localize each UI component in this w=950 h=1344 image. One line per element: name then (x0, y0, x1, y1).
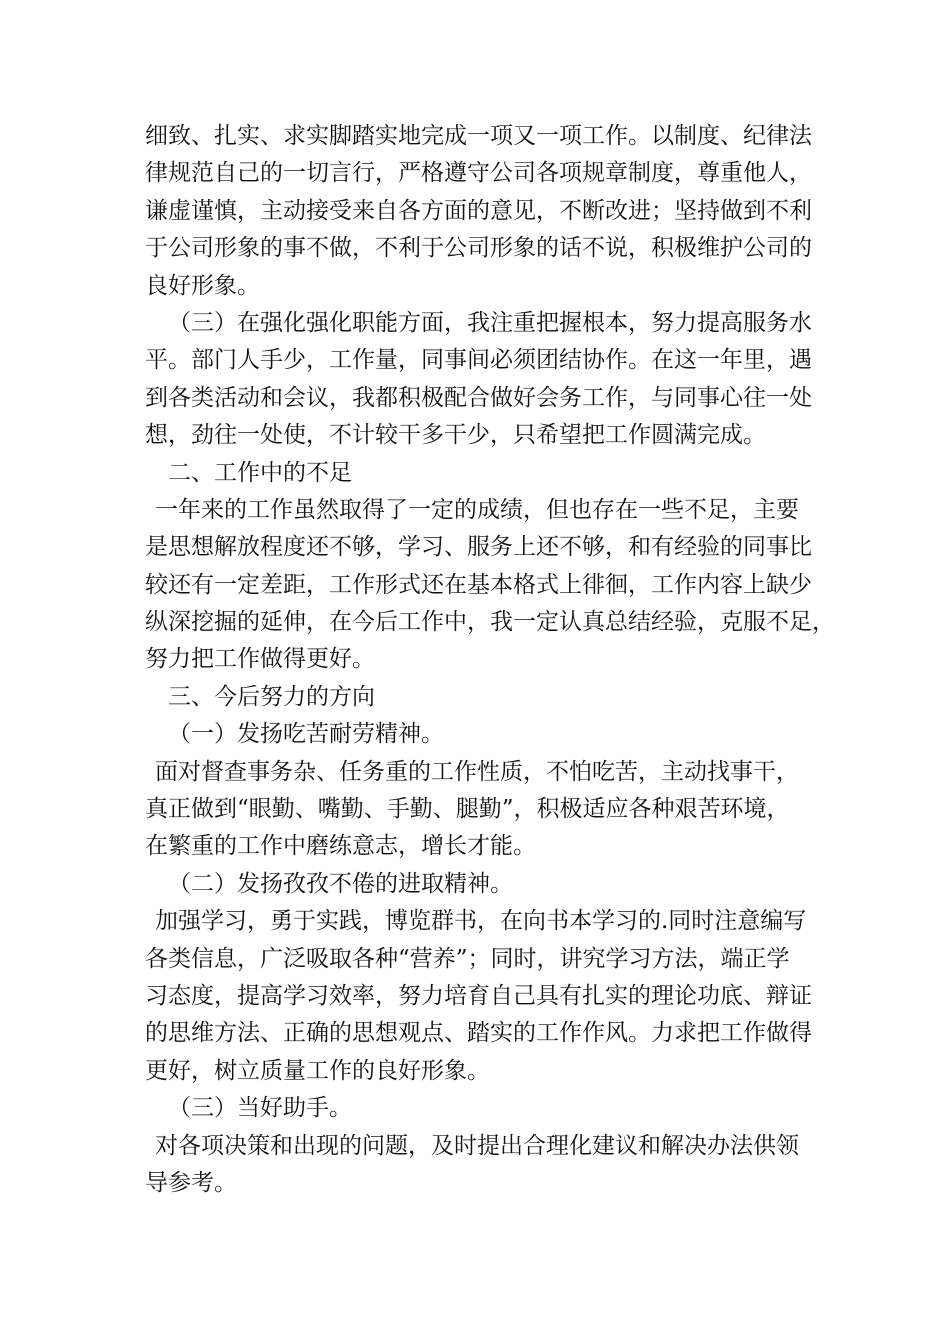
text-line: 努力把工作做得更好。 (145, 646, 375, 673)
section-heading-3: 三、今后努力的方向 (168, 683, 375, 710)
subheading-1: （一）发扬吃苦耐劳精神。 (168, 721, 444, 748)
text-line: 对各项决策和出现的问题，及时提出合理化建议和解决办法供领 (155, 1132, 799, 1159)
text-line: 纵深挖掘的延伸，在今后工作中，我一定认真总结经验，克服不足， (145, 609, 835, 636)
text-line: 一年来的工作虽然取得了一定的成绩，但也存在一些不足，主要 (155, 496, 799, 523)
section-heading-2: 二、工作中的不足 (168, 459, 352, 486)
text-line: 真正做到“眼勤、嘴勤、手勤、腿勤”，积极适应各种艰苦环境， (145, 796, 790, 823)
text-line: 面对督查事务杂、任务重的工作性质，不怕吃苦，主动找事干， (155, 758, 799, 785)
subheading-3: （三）当好助手。 (168, 1095, 352, 1122)
text-line: 于公司形象的事不做，不利于公司形象的话不说，积极维护公司的 (145, 235, 812, 262)
text-line: 习态度，提高学习效率，努力培育自己具有扎实的理论功底、辩证 (145, 982, 812, 1009)
document-body (145, 118, 835, 1202)
text-line: 导参考。 (145, 1169, 237, 1196)
text-line: 在繁重的工作中磨练意志，增长才能。 (145, 833, 536, 860)
text-line: 到各类活动和会议，我都积极配合做好会务工作，与同事心往一处 (145, 384, 812, 411)
text-line: 想，劲往一处使，不计较干多干少，只希望把工作圆满完成。 (145, 422, 766, 449)
text-line: 细致、扎实、求实脚踏实地完成一项又一项工作。以制度、纪律法 (145, 123, 812, 149)
text-line: 各类信息，广泛吸取各种“营养”；同时，讲究学习方法，端正学 (145, 945, 790, 972)
text-line: 更好，树立质量工作的良好形象。 (145, 1057, 490, 1084)
paragraph-heading-3: （三）在强化强化职能方面，我注重把握根本，努力提高服务水 (168, 309, 812, 336)
text-line: 律规范自己的一切言行，严格遵守公司各项规章制度，尊重他人， (145, 160, 812, 187)
text-line: 的思维方法、正确的思想观点、踏实的工作作风。力求把工作做得 (145, 1020, 812, 1047)
text-line: 加强学习，勇于实践，博览群书，在向书本学习的.同时注意编写 (155, 908, 807, 935)
text-line: 平。部门人手少，工作量，同事间必须团结协作。在这一年里，遇 (145, 347, 812, 374)
text-line: 较还有一定差距，工作形式还在基本格式上徘徊，工作内容上缺少 (145, 571, 812, 598)
text-line: 是思想解放程度还不够，学习、服务上还不够，和有经验的同事比 (145, 534, 812, 561)
text-line: 良好形象。 (145, 272, 260, 299)
subheading-2: （二）发扬孜孜不倦的进取精神。 (168, 870, 513, 897)
text-line: 谦虚谨慎，主动接受来自各方面的意见，不断改进；坚持做到不利 (145, 197, 812, 224)
